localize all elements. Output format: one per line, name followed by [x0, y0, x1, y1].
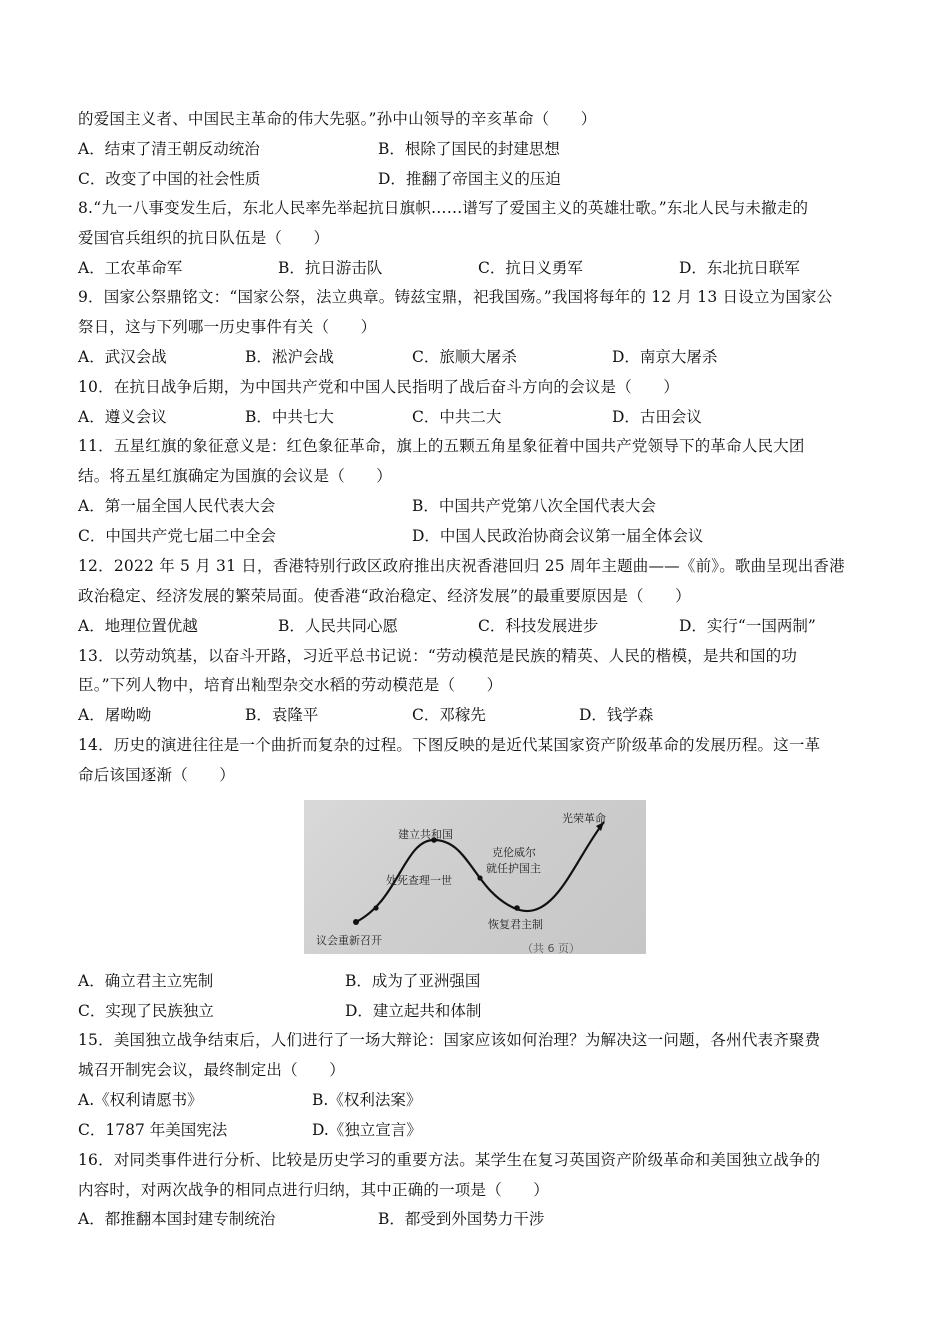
- label-glorious: 光荣革命: [562, 812, 606, 825]
- label-restore: 恢复君主制: [488, 918, 543, 931]
- q8-option-d: D．东北抗日联军: [679, 259, 800, 277]
- revolution-curve-figure: [304, 800, 646, 954]
- q15-option-b: B.《权利法案》: [312, 1091, 422, 1109]
- q7-option-d: D．推翻了帝国主义的压迫: [378, 170, 561, 188]
- q12-option-d: D．实行“一国两制”: [679, 617, 816, 635]
- q11-stem-1: 11．五星红旗的象征意义是：红色象征革命，旗上的五颗五角星象征着中国共产党领导下的革命人民大团: [78, 437, 805, 455]
- q7-stem: 的爱国主义者、中国民主革命的伟大先驱。”孙中山领导的辛亥革命（ ）: [78, 110, 597, 128]
- q7-option-c: C．改变了中国的社会性质: [78, 170, 261, 188]
- q9-stem-2: 祭日，这与下列哪一历史事件有关（ ）: [78, 318, 377, 336]
- q11-stem-2: 结。将五星红旗确定为国旗的会议是（ ）: [78, 467, 393, 485]
- q9-option-d: D．南京大屠杀: [612, 348, 718, 366]
- label-republic: 建立共和国: [398, 828, 453, 841]
- q10-option-d: D．古田会议: [612, 408, 702, 426]
- q9-option-b: B．淞沪会战: [245, 348, 334, 366]
- q12-option-b: B．人民共同心愿: [278, 617, 398, 635]
- q12-option-c: C．科技发展进步: [478, 617, 599, 635]
- q14-stem-1: 14．历史的演进往往是一个曲折而复杂的过程。下图反映的是近代某国家资产阶级革命的发展历程。这一革: [78, 736, 821, 754]
- q12-option-a: A．地理位置优越: [78, 617, 198, 635]
- q15-option-d: D.《独立宣言》: [312, 1121, 422, 1139]
- q13-option-a: A．屠呦呦: [78, 706, 152, 724]
- q8-option-a: A．工农革命军: [78, 259, 183, 277]
- q13-option-c: C．邓稼先: [412, 706, 486, 724]
- q7-option-a: A．结束了清王朝反动统治: [78, 140, 260, 158]
- q14-option-d: D．建立起共和体制: [345, 1002, 482, 1020]
- q9-option-c: C．旅顺大屠杀: [412, 348, 517, 366]
- q8-stem-1: 8.“九一八事变发生后，东北人民率先举起抗日旗帜……谱写了爱国主义的英雄壮歌。”东北人民与未撤走的: [78, 199, 809, 217]
- q13-stem-1: 13．以劳动筑基，以奋斗开路，习近平总书记说：“劳动模范是民族的精英、人民的楷模，是共和国的功: [78, 647, 798, 665]
- label-start: 议会重新召开: [316, 934, 382, 947]
- q16-option-b: B．都受到外国势力干涉: [378, 1210, 545, 1228]
- q10-option-c: C．中共二大: [412, 408, 502, 426]
- q15-stem-2: 城召开制宪会议，最终制定出（ ）: [78, 1061, 345, 1079]
- q10-option-b: B．中共七大: [245, 408, 334, 426]
- q8-option-c: C．抗日义勇军: [478, 259, 583, 277]
- q9-option-a: A．武汉会战: [78, 348, 167, 366]
- q8-stem-2: 爱国官兵组织的抗日队伍是（ ）: [78, 229, 330, 247]
- q11-option-a: A．第一届全国人民代表大会: [78, 497, 276, 515]
- q11-option-c: C．中国共产党七届二中全会: [78, 527, 276, 545]
- q7-option-b: B．根除了国民的封建思想: [378, 140, 560, 158]
- q13-stem-2: 臣。”下列人物中，培育出籼型杂交水稻的劳动模范是（ ）: [78, 676, 503, 694]
- q11-option-d: D．中国人民政治协商会议第一届全体会议: [412, 527, 704, 545]
- q14-option-b: B．成为了亚洲强国: [345, 972, 481, 990]
- q10-option-a: A．遵义会议: [78, 408, 167, 426]
- q12-stem-2: 政治稳定、经济发展的繁荣局面。使香港“政治稳定、经济发展”的最重要原因是（ ）: [78, 587, 691, 605]
- label-footer: （共 6 页）: [522, 942, 580, 955]
- q14-option-c: C．实现了民族独立: [78, 1002, 214, 1020]
- label-execute: 处死查理一世: [386, 874, 452, 887]
- label-cromwell-1: 克伦威尔: [492, 846, 536, 859]
- q8-option-b: B．抗日游击队: [278, 259, 383, 277]
- q13-option-d: D．钱学森: [579, 706, 654, 724]
- q16-stem-1: 16．对同类事件进行分析、比较是历史学习的重要方法。某学生在复习英国资产阶级革命和美国独立战争的: [78, 1151, 821, 1169]
- q15-option-c: C．1787 年美国宪法: [78, 1121, 228, 1139]
- q16-option-a: A．都推翻本国封建专制统治: [78, 1210, 276, 1228]
- q16-stem-2: 内容时，对两次战争的相同点进行归纳，其中正确的一项是（ ）: [78, 1181, 550, 1199]
- q11-option-b: B．中国共产党第八次全国代表大会: [412, 497, 656, 515]
- q14-stem-2: 命后该国逐渐（ ）: [78, 766, 236, 784]
- q12-stem-1: 12．2022 年 5 月 31 日，香港特别行政区政府推出庆祝香港回归 25 周年主题曲——《前》。歌曲呈现出香港: [78, 557, 845, 575]
- q10-stem-1: 10．在抗日战争后期，为中国共产党和中国人民指明了战后奋斗方向的会议是（ ）: [78, 378, 680, 396]
- q14-option-a: A．确立君主立宪制: [78, 972, 214, 990]
- q15-option-a: A.《权利请愿书》: [78, 1091, 203, 1109]
- label-cromwell-2: 就任护国主: [486, 862, 541, 875]
- q15-stem-1: 15．美国独立战争结束后，人们进行了一场大辩论：国家应该如何治理？为解决这一问题，各州代表齐聚费: [78, 1031, 821, 1049]
- q13-option-b: B．袁隆平: [245, 706, 319, 724]
- q9-stem-1: 9．国家公祭鼎铭文：“国家公祭，法立典章。铸兹宝鼎，祀我国殇。”我国将每年的 12 月 13 日设立为国家公: [78, 288, 833, 306]
